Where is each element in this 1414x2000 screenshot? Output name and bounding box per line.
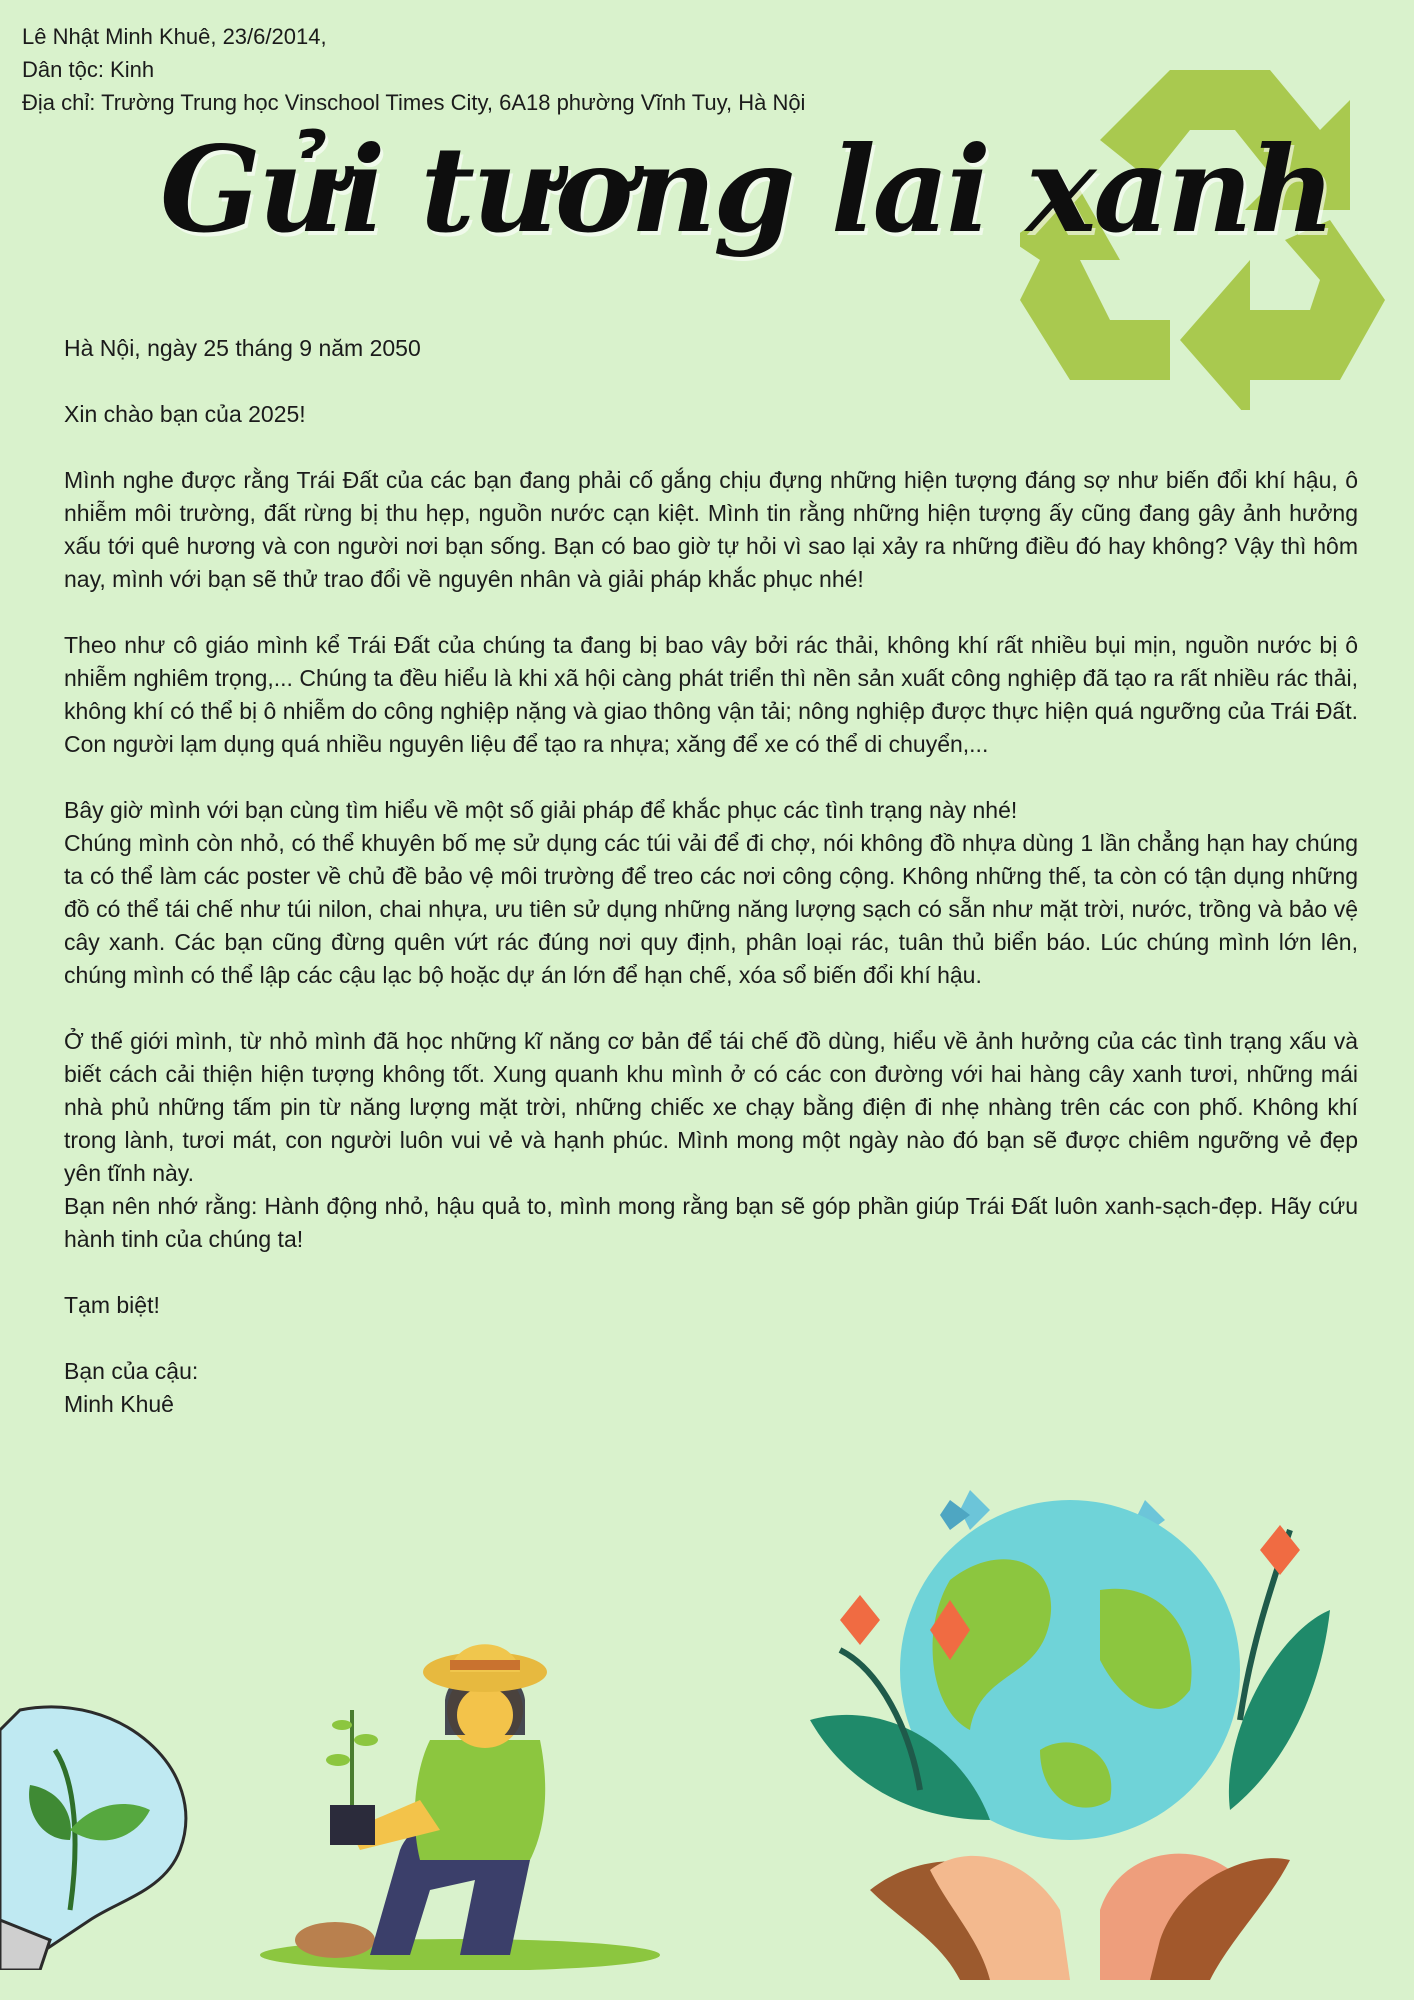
lightbulb-plant (0, 1690, 200, 1970)
paragraph-causes: Theo như cô giáo mình kể Trái Đất của chúng ta đang bị bao vây bởi rác thải, không khí rất nhiều bụi mịn, nguồn nước bị ô nhiễm nghiêm trọng,... Chúng ta đều hiểu là khi xã hội càng phát triển thì nền sản xuất công nghiệp đã tạo ra rất nhiều rác thải, không khí có thể bị ô nhiễm do công nghiệp nặng và giao thông vận tải; nông nghiệp được thực hiện quá ngưỡng của Trái Đất. Con người lạm dụng quá nhiều nguyên liệu để tạo ra nhựa; xăng để xe có thể di chuyển,... (64, 632, 1358, 757)
earth-in-hands (800, 1470, 1340, 1980)
paragraph-problem: Mình nghe được rằng Trái Đất của các bạn đang phải cố gắng chịu đựng những hiện tượng đáng sợ như biến đổi khí hậu, ô nhiễm môi trường, đất rừng bị thu hẹp, nguồn nước cạn kiệt. Mình tin rằng những hiện tượng ấy cũng đang gây ảnh hưởng xấu tới quê hương và con người nơi bạn sống. Bạn có bao giờ tự hỏi vì sao lại xảy ra những điều đó hay không? Vậy thì hôm nay, mình với bạn sẽ thử trao đổi về nguyên nhân và giải pháp khắc phục nhé! (64, 467, 1358, 592)
letter-date: Hà Nội, ngày 25 tháng 9 năm 2050 (64, 335, 421, 361)
letter-body (64, 332, 1358, 1421)
paragraph-solutions-intro: Bây giờ mình với bạn cùng tìm hiểu về một số giải pháp để khắc phục các tình trạng này nhé! (64, 797, 1018, 823)
page-title: Gửi tương lai xanh (160, 120, 1333, 259)
letter-closing: Bạn của cậu: (64, 1358, 199, 1384)
letter-farewell: Tạm biệt! (64, 1292, 160, 1318)
paragraph-call-to-action: Bạn nên nhớ rằng: Hành động nhỏ, hậu quả to, mình mong rằng bạn sẽ góp phần giúp Trái Đất luôn xanh-sạch-đẹp. Hãy cứu hành tinh của chúng ta! (64, 1193, 1358, 1252)
author-ethnicity-line: Dân tộc: Kinh (22, 57, 155, 82)
author-address-line: Địa chỉ: Trường Trung học Vinschool Times City, 6A18 phường Vĩnh Tuy, Hà Nội (22, 90, 806, 115)
author-info (22, 20, 805, 119)
paragraph-future-world: Ở thế giới mình, từ nhỏ mình đã học những kĩ năng cơ bản để tái chế đồ dùng, hiểu về ảnh hưởng của các tình trạng xấu và biết cách cải thiện hiện tượng không tốt. Xung quanh khu mình ở có các con đường với hai hàng cây xanh tươi, những mái nhà phủ những tấm pin từ năng lượng mặt trời, những chiếc xe chạy bằng điện đi nhẹ nhàng trên các con phố. Không khí trong lành, tươi mát, con người luôn vui vẻ và hạnh phúc. Mình mong một ngày nào đó bạn sẽ được chiêm ngưỡng vẻ đẹp yên tĩnh này. (64, 1028, 1358, 1186)
letter-greeting: Xin chào bạn của 2025! (64, 401, 306, 427)
girl-planting (250, 1560, 670, 1970)
paragraph-solutions: Chúng mình còn nhỏ, có thể khuyên bố mẹ sử dụng các túi vải để đi chợ, nói không đồ nhựa dùng 1 lần chẳng hạn hay chúng ta có thể làm các poster về chủ đề bảo vệ môi trường để treo các nơi công cộng. Không những thế, ta còn có tận dụng những đồ có thể tái chế như túi nilon, chai nhựa, ưu tiên sử dụng những năng lượng sạch có sẵn như mặt trời, nước, trồng và bảo vệ cây xanh. Các bạn cũng đừng quên vứt rác đúng nơi quy định, phân loại rác, tuân thủ biển báo. Lúc chúng mình lớn lên, chúng mình có thể lập các cậu lạc bộ hoặc dự án lớn để hạn chế, xóa sổ biến đổi khí hậu. (64, 830, 1358, 988)
author-name-line: Lê Nhật Minh Khuê, 23/6/2014, (22, 24, 327, 49)
letter-signature: Minh Khuê (64, 1391, 174, 1417)
